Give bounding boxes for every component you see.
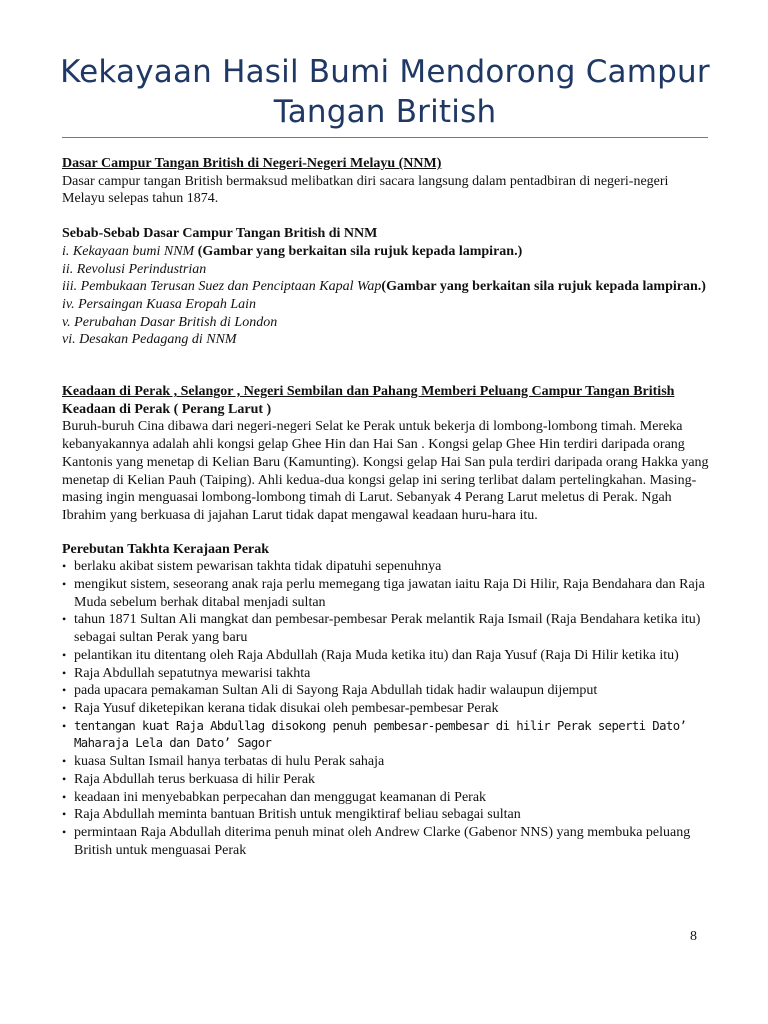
bullet-icon: • [62,612,67,627]
bullet-text: Raja Yusuf diketepikan kerana tidak disukai oleh pembesar-pembesar Perak [74,700,499,716]
bullet-item [62,806,712,824]
bullet-icon: • [62,577,67,592]
bullet-icon: • [62,789,67,804]
bullet-item [62,647,712,665]
bullet-text: berlaku akibat sistem pewarisan takhta tidak dipatuhi sepenuhnya [74,559,442,575]
bullet-item [62,611,712,646]
reason-item-3 [62,278,712,296]
section-heading-sebab: Sebab-Sebab Dasar Campur Tangan British di NNM [62,226,378,242]
bullet-text: keadaan ini menyebabkan perpecahan dan menggugat keamanan di Perak [74,789,487,805]
bullet-text: pada upacara pemakaman Sultan Ali di Sayong Raja Abdullah tidak hadir walaupun dijemput [74,683,598,699]
bullet-text: Raja Abdullah meminta bantuan British untuk mengiktiraf beliau sebagai sultan [74,807,521,823]
reason-item-4: iv. Persaingan Kuasa Eropah Lain [62,296,257,312]
bullet-item [62,824,712,859]
title-divider [62,137,708,138]
reason-item-1-note: (Gambar yang berkaitan sila rujuk kepada lampiran.) [197,243,523,259]
reason-item-2: ii. Revolusi Perindustrian [62,261,207,277]
reason-item-5: v. Perubahan Dasar British di London [62,314,278,330]
bullet-text: pelantikan itu ditentang oleh Raja Abdullah (Raja Muda ketika itu) dan Raja Yusuf (Raja Di Hilir ketika itu) [74,647,679,663]
bullet-icon: • [62,807,67,822]
bullet-item [62,771,712,789]
bullet-item [62,665,712,683]
bullet-text: tahun 1871 Sultan Ali mangkat dan pembesar-pembesar Perak melantik Raja Ismail (Raja Bendahara ketika itu) sebagai sultan Perak yang baru [74,612,701,646]
title-line-1: Kekayaan Hasil Bumi Mendorong Campur [60,54,710,90]
bullet-icon: • [62,559,67,574]
section-heading-keadaan: Keadaan di Perak , Selangor , Negeri Sembilan dan Pahang Memberi Peluang Campur Tangan British [62,384,675,400]
bullet-item [62,700,712,718]
section-heading-dasar: Dasar Campur Tangan British di Negeri-Negeri Melayu (NNM) [62,156,442,171]
bullet-item [62,789,712,807]
bullet-text: kuasa Sultan Ismail hanya terbatas di hulu Perak sahaja [74,754,385,770]
bullet-item [62,576,712,611]
bullet-item [62,753,712,771]
bullet-icon: • [62,665,67,680]
bullet-icon: • [62,824,67,839]
subheading-perang-larut: Keadaan di Perak ( Perang Larut ) [62,401,272,417]
bullet-text: tentangan kuat Raja Abdullag disokong penuh pembesar-pembesar di hilir Perak seperti Dato’ Maharaja Lela dan Dato’ Sagor [74,718,687,751]
bullet-item [62,558,712,576]
title-line-2: Tangan British [273,94,497,130]
document-body [62,155,712,859]
bullet-icon: • [62,700,67,715]
section-heading-perebutan: Perebutan Takhta Kerajaan Perak [62,541,270,557]
bullet-text: Raja Abdullah terus berkuasa di hilir Perak [74,771,316,787]
bullet-text: mengikut sistem, seseorang anak raja perlu memegang tiga jawatan iaitu Raja Di Hilir, Raja Bendahara dan Raja Muda sebelum berhak ditabal menjadi sultan [74,577,705,610]
reason-item-1 [62,243,712,261]
reason-item-1-text: i. Kekayaan bumi NNM [62,243,198,259]
bullet-icon: • [62,683,67,698]
bullet-list [62,558,712,859]
bullet-item [62,718,712,753]
bullet-icon: • [62,771,67,786]
reason-item-3-note: (Gambar yang berkaitan sila rujuk kepada lampiran.) [381,279,706,295]
page-title [40,52,730,132]
reason-item-3-text: iii. Pembukaan Terusan Suez dan Penciptaan Kapal Wap [62,279,382,295]
page-number: 8 [690,929,697,944]
bullet-text: permintaan Raja Abdullah diterima penuh minat oleh Andrew Clarke (Gabenor NNS) yang membuka peluang British untuk menguasai Perak [74,824,691,858]
bullet-item [62,682,712,700]
bullet-icon: • [62,754,67,769]
bullet-icon: • [62,718,67,733]
bullet-text: Raja Abdullah sepatutnya mewarisi takhta [74,665,311,681]
reason-item-6: vi. Desakan Pedagang di NNM [62,332,237,348]
section-paragraph-dasar: Dasar campur tangan British bermaksud melibatkan diri sacara langsung dalam pentadbiran di negeri-negeri Melayu selepas tahun 1874. [62,173,669,207]
bullet-icon: • [62,647,67,662]
paragraph-perang-larut: Buruh-buruh Cina dibawa dari negeri-negeri Selat ke Perak untuk bekerja di lombong-lombong timah. Mereka kebanyakannya adalah ahli kongsi gelap Ghee Hin dan Hai San . Kongsi gelap Ghee Hin terdiri daripada orang Kantonis yang menetap di Kelian Baru (Kamunting). Kongsi gelap Hai San pula terdiri daripada orang Hakka yang menetap di Kelian Pauh (Taiping). Ahli kedua-dua kongsi gelap ini sering terlibat dalam pertelingkahan. Masing-masing ingin menguasai lombong-lombong timah di Larut. Sebanyak 4 Perang Larut meletus di Perak. Ngah Ibrahim yang berkuasa di jajahan Larut tidak dapat mengawal keadaan huru-hara itu. [62,419,709,523]
